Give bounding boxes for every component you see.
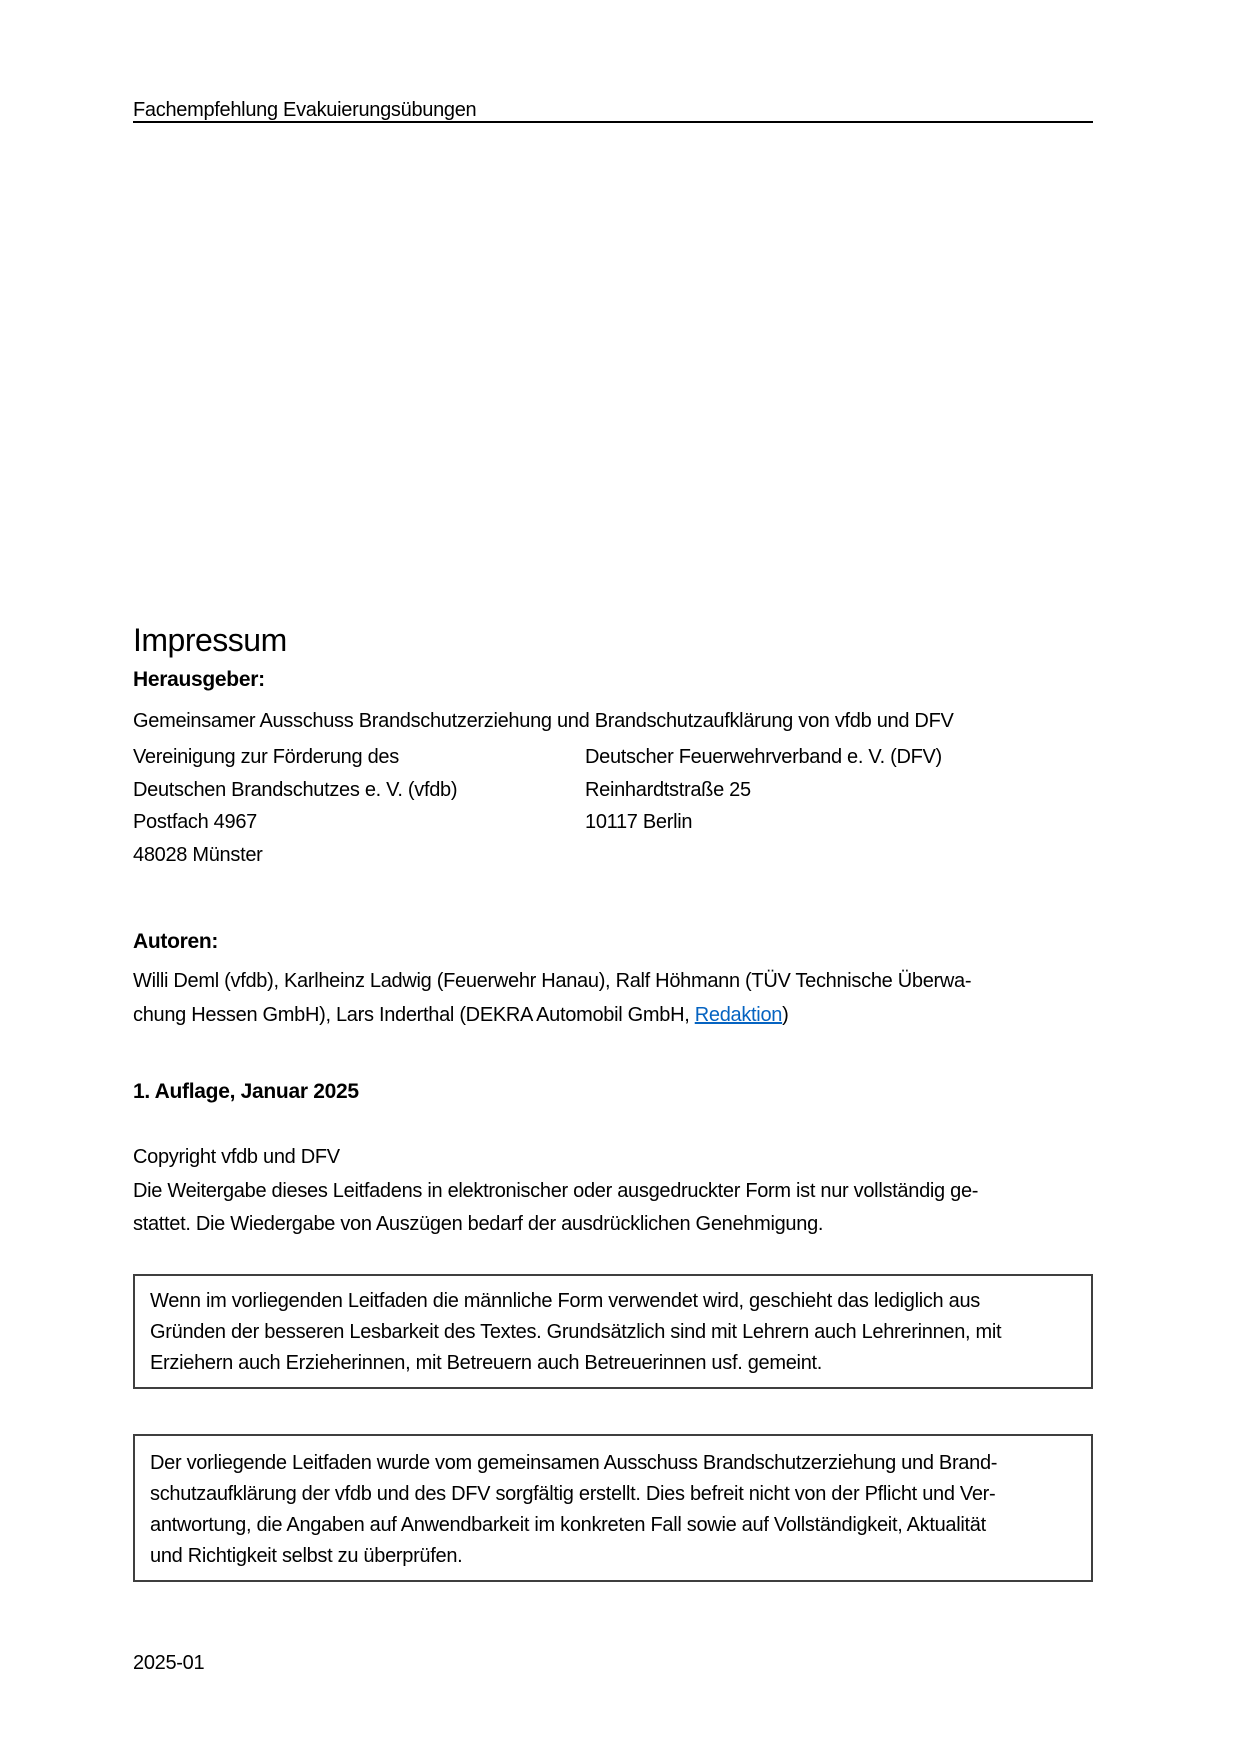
running-header-title: Fachempfehlung Evakuierungsübungen xyxy=(133,99,477,121)
copyright-line: stattet. Die Wiedergabe von Auszügen bedarf der ausdrücklichen Genehmigung. xyxy=(133,1213,824,1235)
gender-notice-line: Erziehern auch Erzieherinnen, mit Betreuern auch Betreuerinnen usf. gemeint. xyxy=(150,1352,823,1374)
gender-notice-line: Wenn im vorliegenden Leitfaden die männliche Form verwendet wird, geschieht das lediglich aus xyxy=(150,1290,980,1312)
gender-notice-box xyxy=(133,1274,1093,1389)
footer-date: 2025-01 xyxy=(133,1652,205,1674)
authors-line-1: Willi Deml (vfdb), Karlheinz Ladwig (Feuerwehr Hanau), Ralf Höhmann (TÜV Technische Überwa- xyxy=(133,970,972,992)
disclaimer-line: schutzaufklärung der vfdb und des DFV sorgfältig erstellt. Dies befreit nicht von der Pflicht und Ver- xyxy=(150,1483,996,1505)
autoren-label: Autoren: xyxy=(133,930,219,953)
herausgeber-label: Herausgeber: xyxy=(133,668,265,691)
gender-notice-line: Gründen der besseren Lesbarkeit des Textes. Grundsätzlich sind mit Lehrern auch Lehrerinnen, mit xyxy=(150,1321,1002,1343)
vfdb-address-line: 48028 Münster xyxy=(133,844,263,867)
page-title-impressum: Impressum xyxy=(133,622,287,658)
vfdb-address-line: Postfach 4967 xyxy=(133,811,257,834)
authors-line-2-suffix: ) xyxy=(782,1003,789,1026)
disclaimer-line: und Richtigkeit selbst zu überprüfen. xyxy=(150,1545,463,1567)
dfv-address-column xyxy=(585,741,942,839)
vfdb-address-column xyxy=(133,741,457,872)
header-rule xyxy=(133,121,1093,123)
authors-paragraph xyxy=(133,965,1133,1032)
copyright-line: Copyright vfdb und DFV xyxy=(133,1146,340,1168)
committee-line: Gemeinsamer Ausschuss Brandschutzerziehung und Brandschutzaufklärung von vfdb und DFV xyxy=(133,710,954,732)
disclaimer-line: Der vorliegende Leitfaden wurde vom gemeinsamen Ausschuss Brandschutzerziehung und Brand- xyxy=(150,1452,998,1474)
authors-line-2-prefix: chung Hessen GmbH), Lars Inderthal (DEKRA Automobil GmbH, xyxy=(133,1003,695,1026)
copyright-line: Die Weitergabe dieses Leitfadens in elektronischer oder ausgedruckter Form ist nur vollständig ge- xyxy=(133,1179,979,1202)
dfv-address-line: Reinhardtstraße 25 xyxy=(585,778,751,801)
disclaimer-line: antwortung, die Angaben auf Anwendbarkeit im konkreten Fall sowie auf Vollständigkeit, Aktualität xyxy=(150,1514,986,1536)
edition-line: 1. Auflage, Januar 2025 xyxy=(133,1080,359,1103)
disclaimer-box xyxy=(133,1434,1093,1582)
vfdb-address-line: Deutschen Brandschutzes e. V. (vfdb) xyxy=(133,778,458,801)
authors-line-2 xyxy=(133,999,1133,1033)
dfv-address-line: Deutscher Feuerwehrverband e. V. (DFV) xyxy=(585,746,942,768)
copyright-paragraph xyxy=(133,1141,978,1242)
vfdb-address-line: Vereinigung zur Förderung des xyxy=(133,746,399,768)
dfv-address-line: 10117 Berlin xyxy=(585,811,693,834)
redaktion-link[interactable]: Redaktion xyxy=(694,1003,783,1026)
